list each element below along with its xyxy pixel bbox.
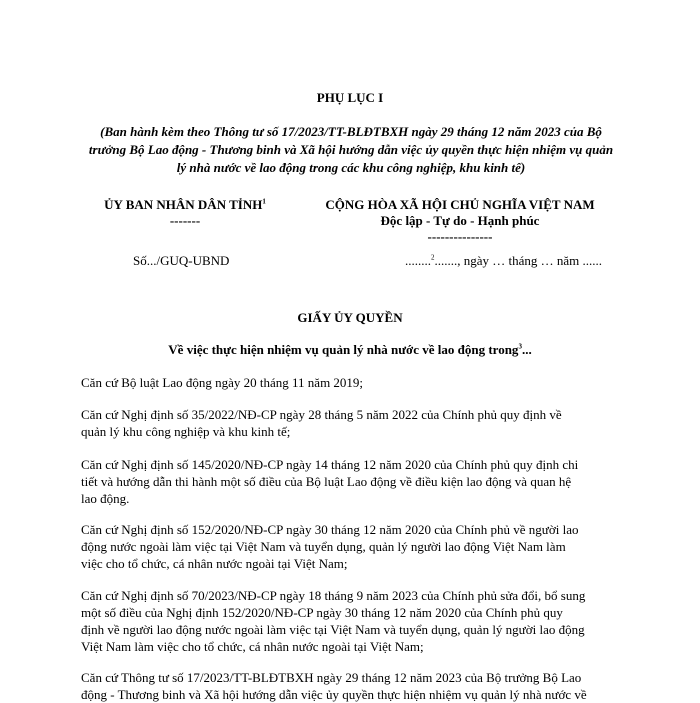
document-number: Số.../GUQ-UBND <box>133 253 230 268</box>
footnote-marker-3: 3 <box>518 342 522 351</box>
annex-title: PHỤ LỤC I <box>316 90 384 105</box>
document-date <box>405 253 602 269</box>
document-title: GIẤY ỦY QUYỀN <box>297 310 403 325</box>
legal-basis-6-line-1: Căn cứ Thông tư số 17/2023/TT-BLĐTBXH ngày 29 tháng 12 năm 2023 của Bộ trưởng Bộ Lao <box>81 670 582 685</box>
legal-basis-5-line-3: định về người lao động nước ngoài làm việc tại Việt Nam và tuyển dụng, quản lý người lao động <box>81 622 585 637</box>
footnote-marker-1: 1 <box>262 197 266 206</box>
legal-basis-4-line-2: động nước ngoài làm việc tại Việt Nam và tuyển dụng, quản lý người lao động Việt Nam làm <box>81 539 566 554</box>
intro-line-3: lý nhà nước về lao động trong các khu công nghiệp, khu kinh tế) <box>176 160 526 175</box>
subtitle-ellipsis: ... <box>521 342 532 357</box>
legal-basis-1-line-1: Căn cứ Bộ luật Lao động ngày 20 tháng 11 năm 2019; <box>81 375 364 390</box>
legal-basis-2-line-1: Căn cứ Nghị định số 35/2022/NĐ-CP ngày 28 tháng 5 năm 2022 của Chính phủ quy định về <box>81 407 562 422</box>
legal-basis-2-line-2: quản lý khu công nghiệp và khu kinh tế; <box>81 424 291 439</box>
legal-basis-3-line-3: lao động. <box>81 491 130 506</box>
issuing-authority-name: ỦY BAN NHÂN DÂN TỈNH <box>104 197 263 212</box>
intro-line-1: (Ban hành kèm theo Thông tư số 17/2023/TT-BLĐTBXH ngày 29 tháng 12 năm 2023 của Bộ <box>100 124 602 139</box>
subtitle-text: Về việc thực hiện nhiệm vụ quản lý nhà nước về lao động trong <box>168 342 519 357</box>
footnote-marker-2: 2 <box>431 253 435 262</box>
national-motto: Độc lập - Tự do - Hạnh phúc <box>380 213 540 228</box>
legal-basis-5-line-2: một số điều của Nghị định 152/2020/NĐ-CP ngày 30 tháng 12 năm 2020 của Chính phủ quy <box>81 605 563 620</box>
document-subtitle <box>0 342 700 358</box>
authority-separator: ------- <box>169 213 201 228</box>
legal-basis-3-line-2: tiết và hướng dẫn thi hành một số điều của Bộ luật Lao động về điều kiện lao động và quan hệ <box>81 474 572 489</box>
date-blank: ......., ngày … tháng … năm ...... <box>434 253 603 268</box>
intro-line-2: trưởng Bộ Lao động - Thương binh và Xã hội hướng dẫn việc ủy quyền thực hiện nhiệm vụ quản <box>88 142 614 157</box>
national-title: CỘNG HÒA XÃ HỘI CHỦ NGHĨA VIỆT NAM <box>325 197 595 212</box>
legal-basis-4-line-1: Căn cứ Nghị định số 152/2020/NĐ-CP ngày 30 tháng 12 năm 2020 của Chính phủ về người lao <box>81 522 579 537</box>
legal-basis-4-line-3: việc cho tổ chức, cá nhân nước ngoài tại Việt Nam; <box>81 556 348 571</box>
legal-basis-6-line-2: động - Thương binh và Xã hội hướng dẫn việc ủy quyền thực hiện nhiệm vụ quản lý nhà nước về <box>81 687 587 702</box>
legal-basis-5-line-1: Căn cứ Nghị định số 70/2023/NĐ-CP ngày 18 tháng 9 năm 2023 của Chính phủ sửa đổi, bổ sung <box>81 588 586 603</box>
legal-basis-3-line-1: Căn cứ Nghị định số 145/2020/NĐ-CP ngày 14 tháng 12 năm 2020 của Chính phủ quy định chi <box>81 457 579 472</box>
issuing-authority <box>60 197 310 213</box>
motto-separator: --------------- <box>427 229 493 244</box>
date-place-blank: ........ <box>405 253 431 268</box>
legal-basis-5-line-4: Việt Nam làm việc cho tổ chức, cá nhân nước ngoài tại Việt Nam; <box>81 639 424 654</box>
